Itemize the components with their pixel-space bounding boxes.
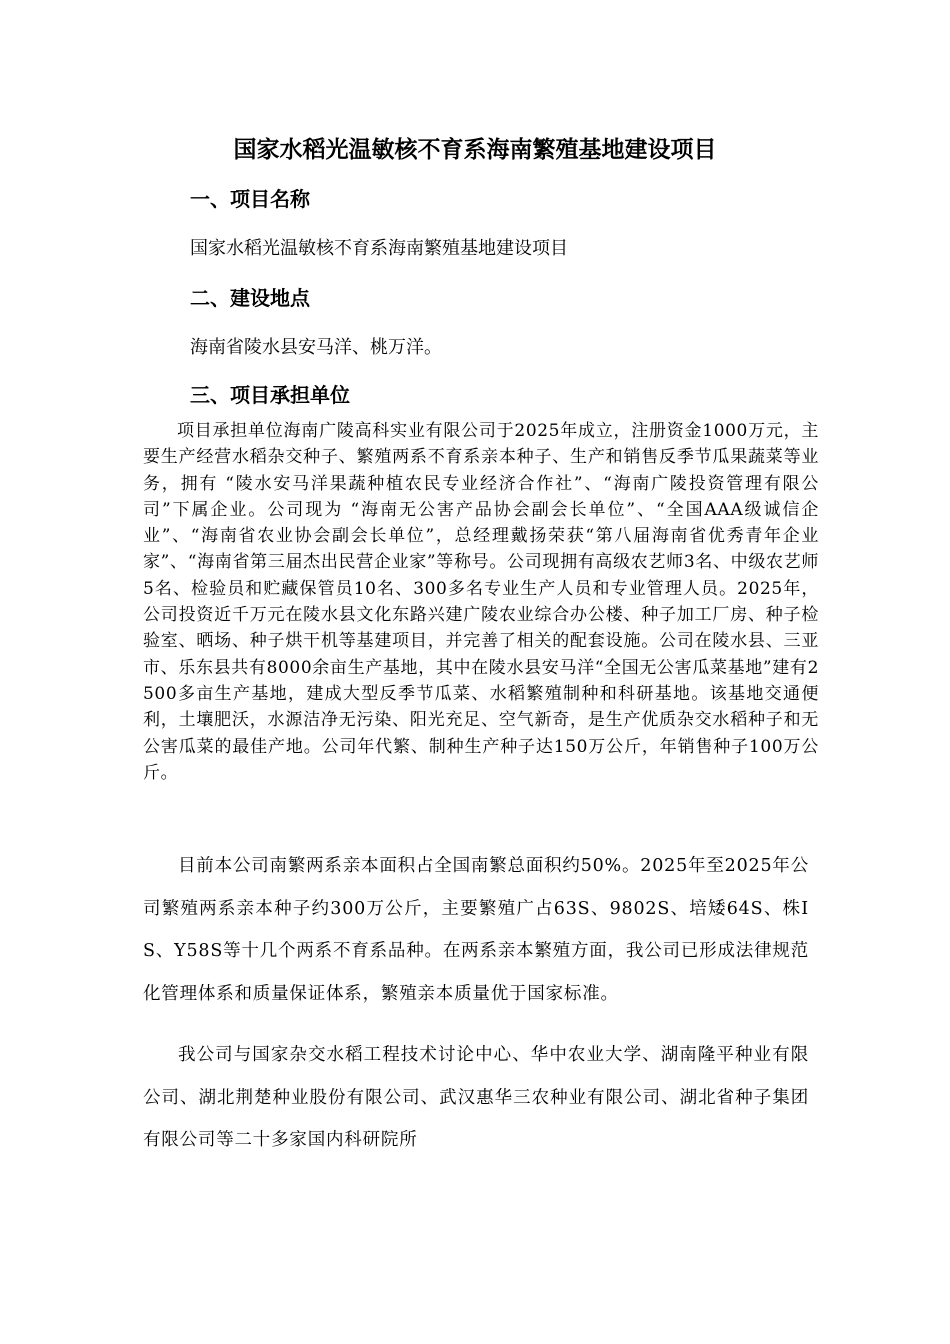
- company-intro-paragraph: 项目承担单位海南广陵高科实业有限公司于2025年成立，注册资金1000万元，主要生产经营水稻杂交种子、繁殖两系不育系亲本种子、生产和销售反季节瓜果蔬菜等业务，拥有 “陵水安马洋果蔬种植农民专业经济合作社”、“海南广陵投资管理有限公司”下属企业。公司现为 “海南无公害产品协会副会长单位”、“全国AAA级诚信企业”、“海南省农业协会副会长单位”，总经理戴扬荣获“第八届海南省优秀青年企业家”、“海南省第三届杰出民营企业家”等称号。公司现拥有高级农艺师3名、中级农艺师5名、检验员和贮藏保管员10名、300多名专业生产人员和专业管理人员。2025年，公司投资近千万元在陵水县文化东路兴建广陵农业综合办公楼、种子加工厂房、种子检验室、晒场、种子烘干机等基建项目，并完善了相关的配套设施。公司在陵水县、三亚市、乐东县共有8000余亩生产基地，其中在陵水县安马洋“全国无公害瓜菜基地”建有2500多亩生产基地，建成大型反季节瓜菜、水稻繁殖制种和科研基地。该基地交通便利，土壤肥沃，水源洁净无污染、阳光充足、空气新奇，是生产优质杂交水稻种子和无公害瓜菜的最佳产地。公司年代繁、制种生产种子达150万公斤，年销售种子100万公斤。: [143, 421, 819, 783]
- location-text: 海南省陵水县安马洋、桃万洋。: [190, 337, 442, 358]
- cooperation-paragraph: 我公司与国家杂交水稻工程技术讨论中心、华中农业大学、湖南隆平种业有限公司、湖北荆楚种业股份有限公司、武汉惠华三农种业有限公司、湖北省种子集团有限公司等二十多家国内科研院所: [143, 1045, 809, 1150]
- section-heading-project-name: 一、项目名称: [190, 187, 310, 211]
- section-heading-location: 二、建设地点: [190, 286, 310, 310]
- project-name-text: 国家水稻光温敏核不育系海南繁殖基地建设项目: [190, 238, 568, 259]
- section-heading-undertaking-unit: 三、项目承担单位: [190, 383, 350, 407]
- breeding-area-paragraph: 目前本公司南繁两系亲本面积占全国南繁总面积约50%。2025年至2025年公司繁殖两系亲本种子约300万公斤，主要繁殖广占63S、9802S、培矮64S、株IS、Y58S等十几个两系不育系品种。在两系亲本繁殖方面，我公司已形成法律规范化管理体系和质量保证体系，繁殖亲本质量优于国家标准。: [143, 856, 809, 1004]
- document-title: 国家水稻光温敏核不育系海南繁殖基地建设项目: [233, 137, 717, 163]
